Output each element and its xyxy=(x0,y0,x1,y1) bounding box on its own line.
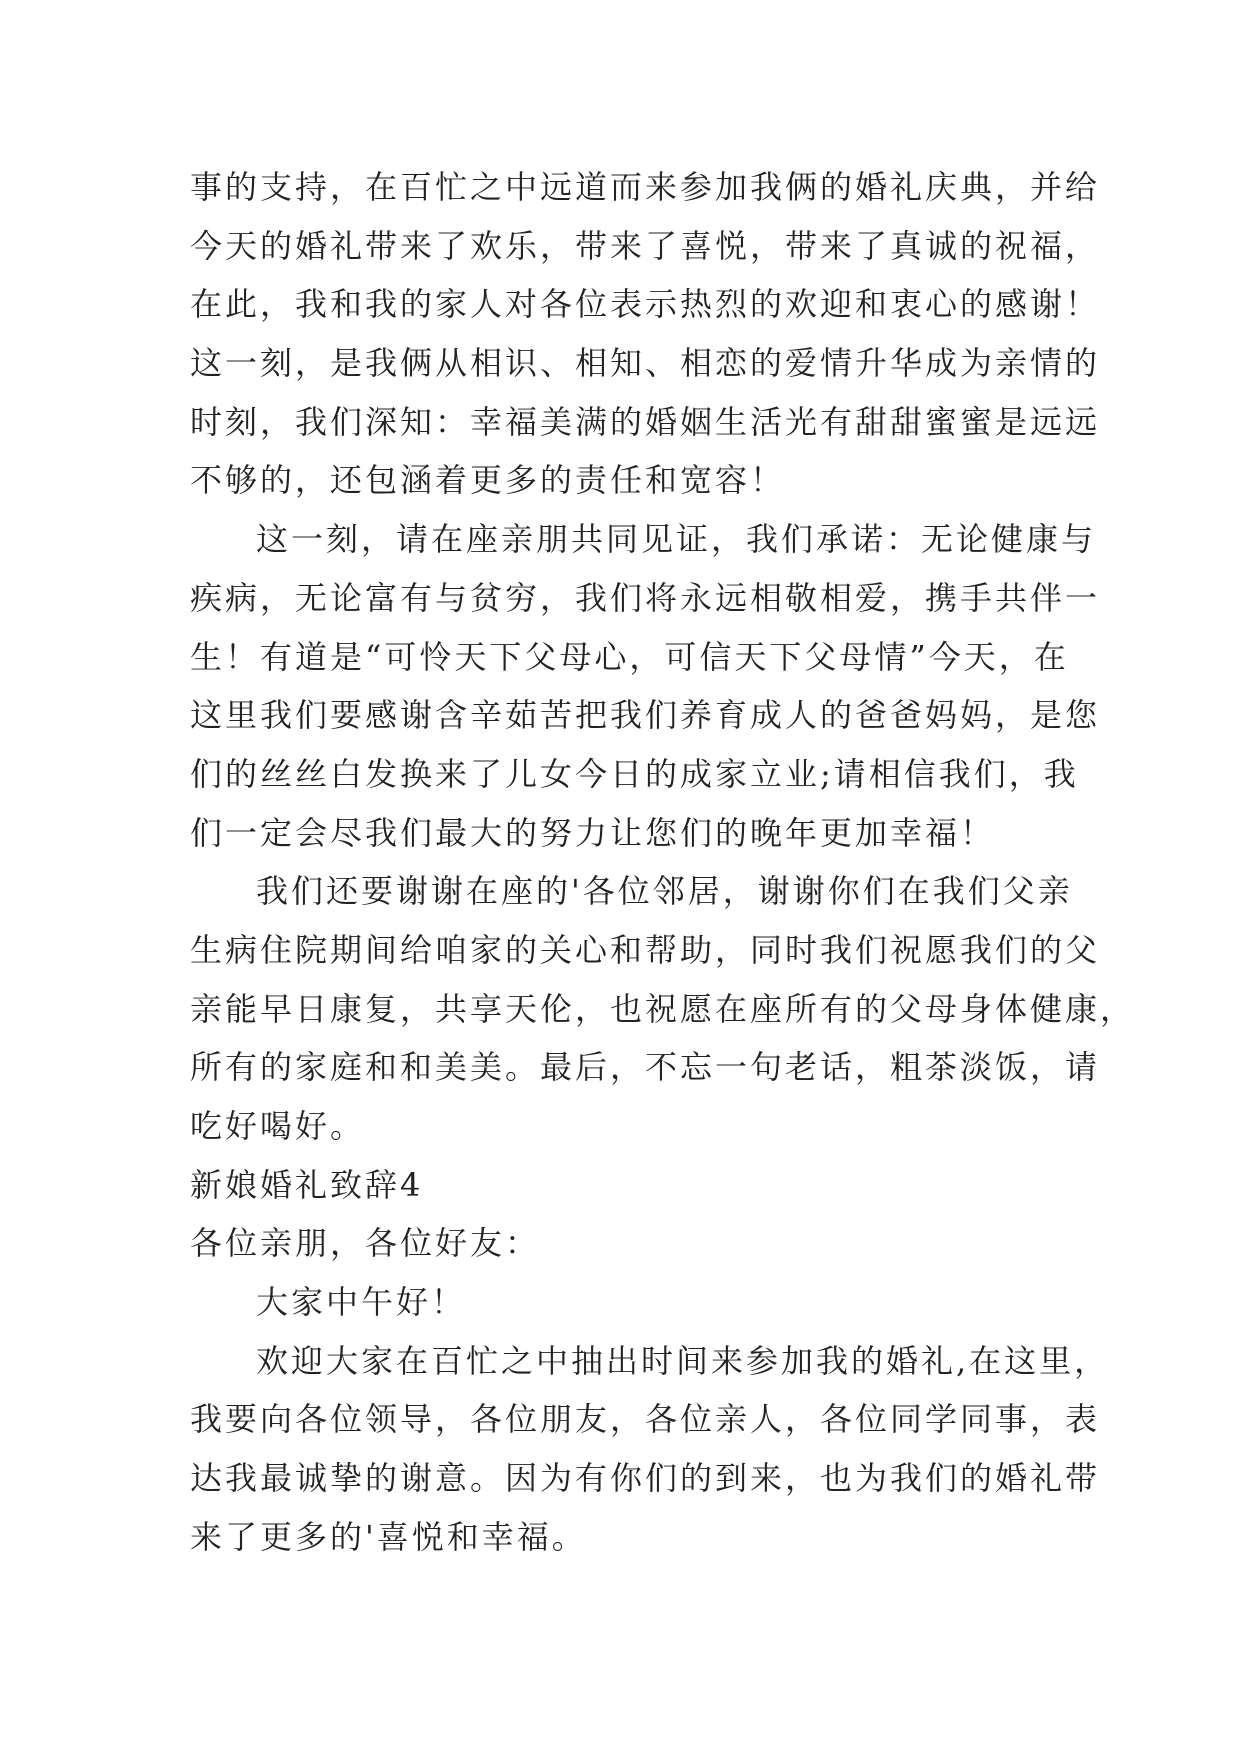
text-line: 这里我们要感谢含辛茹苦把我们养育成人的爸爸妈妈，是您 xyxy=(190,696,1101,735)
text-line: 今天的婚礼带来了欢乐，带来了喜悦，带来了真诚的祝福， xyxy=(190,226,1101,265)
document-body xyxy=(190,158,1136,1567)
text-line: 达我最诚挚的谢意。因为有你们的到来，也为我们的婚礼带 xyxy=(190,1459,1101,1498)
text-line: 事的支持，在百忙之中远道而来参加我俩的婚礼庆典，并给 xyxy=(190,168,1101,206)
text-line: 疾病，无论富有与贫穷，我们将永远相敬相爱，携手共伴一 xyxy=(190,578,1101,617)
text-line: 们一定会尽我们最大的努力让您们的晚年更加幸福！ xyxy=(190,813,996,852)
paragraph-first-line: 欢迎大家在百忙之中抽出时间来参加我的婚礼,在这里， xyxy=(256,1341,1110,1380)
text-line: 这一刻，是我俩从相识、相知、相恋的爱情升华成为亲情的 xyxy=(190,344,1101,383)
paragraph-first-line: 这一刻，请在座亲朋共同见证，我们承诺：无论健康与 xyxy=(256,520,1097,559)
text-line: 在此，我和我的家人对各位表示热烈的欢迎和衷心的感谢！ xyxy=(190,285,1101,324)
text-line: 亲能早日康复，共享天伦，也祝愿在座所有的父母身体健康， xyxy=(190,989,1136,1028)
text-line: 不够的，还包涵着更多的责任和宽容！ xyxy=(190,461,786,500)
greeting: 大家中午好！ xyxy=(256,1283,467,1322)
text-line: 们的丝丝白发换来了儿女今日的成家立业;请相信我们，我 xyxy=(190,754,1079,793)
text-line: 我要向各位领导，各位朋友，各位亲人，各位同学同事，表 xyxy=(190,1400,1101,1439)
text-line: 时刻，我们深知：幸福美满的婚姻生活光有甜甜蜜蜜是远远 xyxy=(190,402,1101,441)
salutation: 各位亲朋，各位好友： xyxy=(190,1224,541,1263)
paragraph-first-line: 我们还要谢谢在座的'各位邻居，谢谢你们在我们父亲 xyxy=(256,872,1073,911)
text-line: 所有的家庭和和美美。最后，不忘一句老话，粗茶淡饭，请 xyxy=(190,1048,1101,1087)
text-line: 生！有道是“可怜天下父母心，可信天下父母情”今天，在 xyxy=(190,637,1069,676)
text-line: 生病住院期间给咱家的关心和帮助，同时我们祝愿我们的父 xyxy=(190,930,1101,969)
section-heading: 新娘婚礼致辞4 xyxy=(190,1165,424,1204)
text-line: 来了更多的'喜悦和幸福。 xyxy=(190,1517,587,1556)
text-line: 吃好喝好。 xyxy=(190,1107,366,1145)
